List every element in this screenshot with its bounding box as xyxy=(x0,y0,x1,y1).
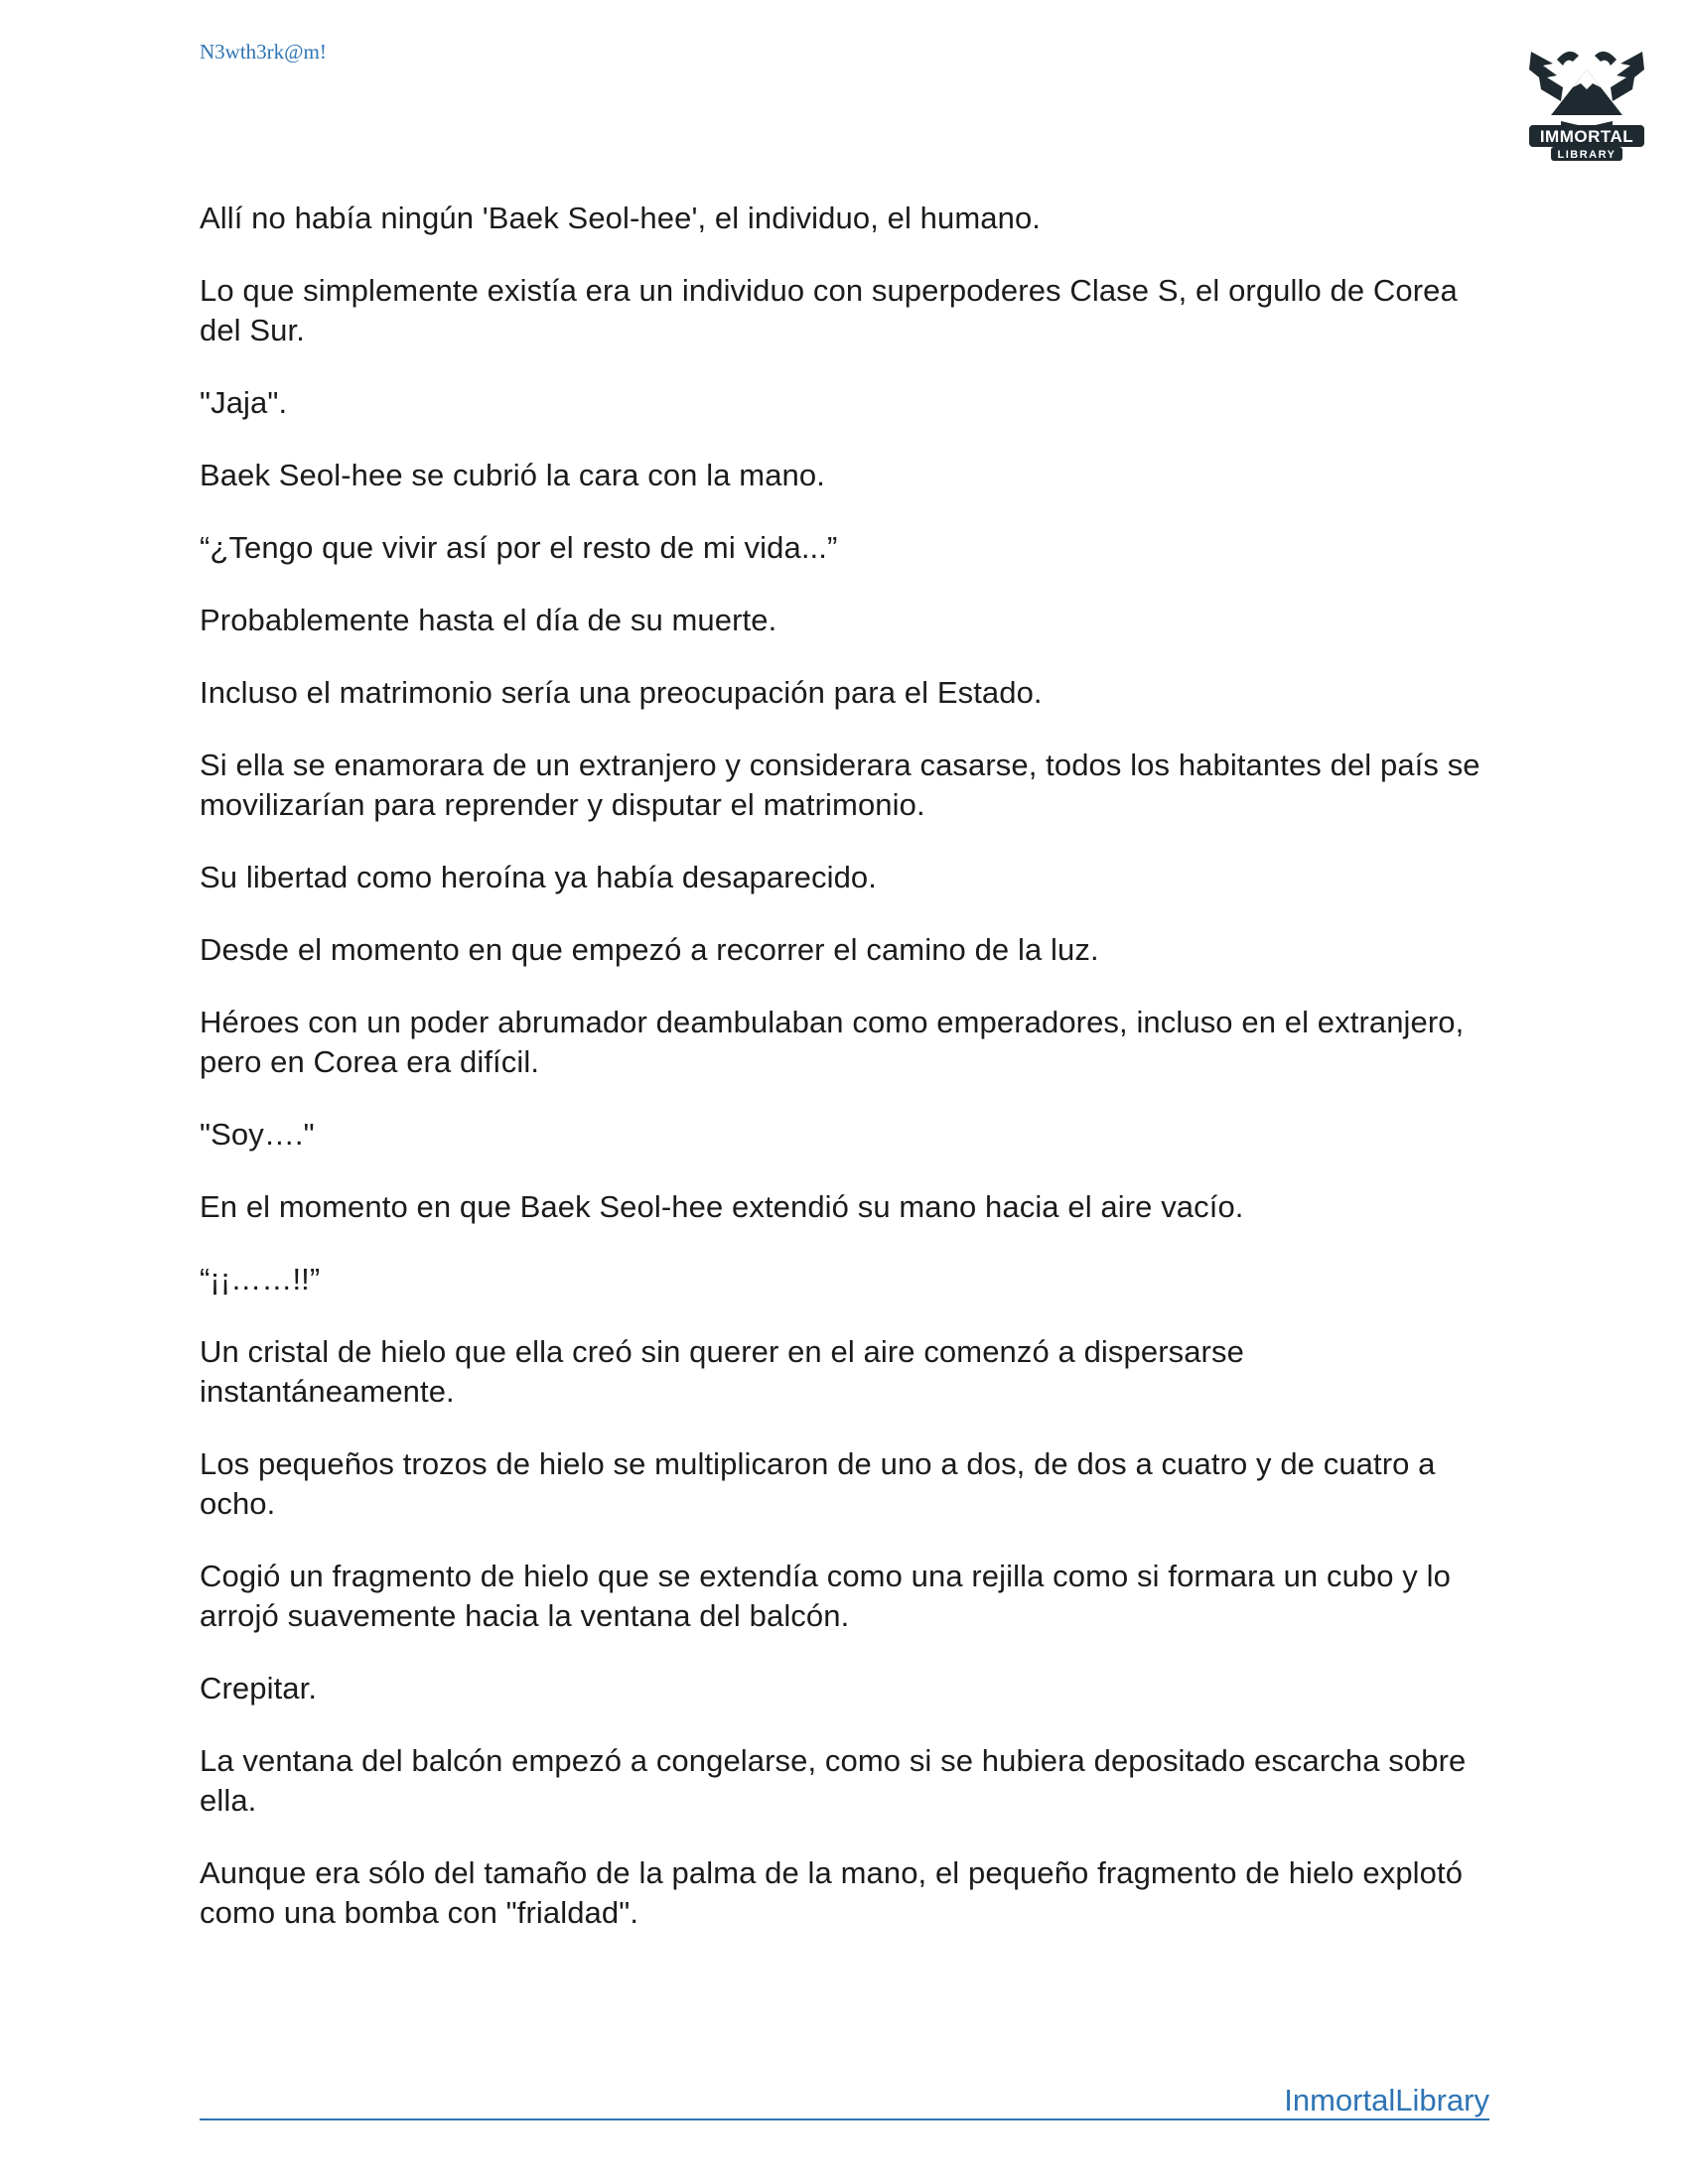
paragraph: Incluso el matrimonio sería una preocupación para el Estado. xyxy=(200,675,1043,710)
paragraph: Aunque era sólo del tamaño de la palma de la mano, el pequeño fragmento de hielo explotó como una bomba con "frialdad". xyxy=(200,1855,1464,1930)
paragraph: En el momento en que Baek Seol-hee extendió su mano hacia el aire vacío. xyxy=(200,1189,1244,1224)
paragraph: "Jaja". xyxy=(200,385,288,420)
document-body xyxy=(200,199,1490,1966)
paragraph: Probablemente hasta el día de su muerte. xyxy=(200,603,777,637)
footer-rule xyxy=(200,2118,1489,2120)
paragraph: Los pequeños trozos de hielo se multiplicaron de uno a dos, de dos a cuatro y de cuatro a ocho. xyxy=(200,1446,1436,1521)
paragraph: Crepitar. xyxy=(200,1671,318,1706)
paragraph: Lo que simplemente existía era un individuo con superpoderes Clase S, el orgullo de Corea del Sur. xyxy=(200,273,1458,347)
paragraph: “¿Tengo que vivir así por el resto de mi vida...” xyxy=(200,530,838,565)
paragraph: "Soy…." xyxy=(200,1117,315,1152)
paragraph: Cogió un fragmento de hielo que se extendía como una rejilla como si formara un cubo y lo arrojó suavemente hacia la ventana del balcón. xyxy=(200,1559,1451,1633)
paragraph: Si ella se enamorara de un extranjero y considerara casarse, todos los habitantes del país se movilizarían para reprender y disputar el matrimonio. xyxy=(200,748,1480,822)
immortal-library-logo xyxy=(1517,30,1656,169)
paragraph: Su libertad como heroína ya había desaparecido. xyxy=(200,860,877,894)
logo-bottom-text: LIBRARY xyxy=(1557,149,1617,161)
footer-link[interactable]: InmortalLibrary xyxy=(1284,2083,1489,2117)
header-tag: N3wth3rk@m! xyxy=(200,40,327,64)
logo-top-text: IMMORTAL xyxy=(1539,127,1634,146)
dragon-emblem-icon xyxy=(1517,30,1656,169)
paragraph: Un cristal de hielo que ella creó sin querer en el aire comenzó a dispersarse instantáneamente. xyxy=(200,1334,1244,1409)
paragraph: Desde el momento en que empezó a recorrer el camino de la luz. xyxy=(200,932,1099,967)
paragraph: “¡¡……!!” xyxy=(200,1262,321,1297)
paragraph: Héroes con un poder abrumador deambulaban como emperadores, incluso en el extranjero, pero en Corea era difícil. xyxy=(200,1005,1465,1079)
paragraph: Baek Seol-hee se cubrió la cara con la mano. xyxy=(200,458,825,492)
paragraph: La ventana del balcón empezó a congelarse, como si se hubiera depositado escarcha sobre ella. xyxy=(200,1743,1467,1818)
paragraph: Allí no había ningún 'Baek Seol-hee', el individuo, el humano. xyxy=(200,201,1041,235)
